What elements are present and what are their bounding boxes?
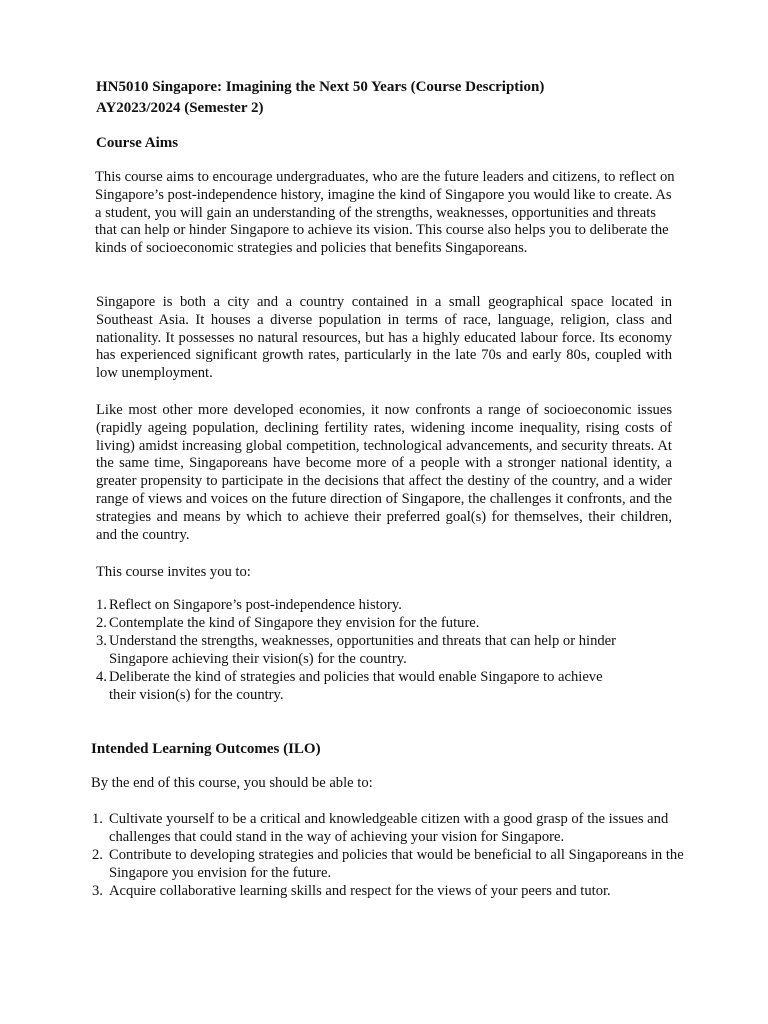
aims-paragraph-2: Singapore is both a city and a country contained in a small geographical space located in Southeast Asia. It houses a diverse population in terms of race, language, religion, class and nationality. It possesses no natural resources, but has a highly educated labour force. Its economy has experienced significant growth rates, particularly in the late 70s and early 80s, coupled with low unemployment.: [96, 294, 672, 382]
list-item-number: 3.: [96, 633, 107, 649]
course-aims-heading: Course Aims: [96, 135, 179, 151]
list-item: [92, 810, 684, 846]
list-item: [96, 668, 629, 704]
ilo-list: [92, 810, 692, 900]
list-item-text: Contemplate the kind of Singapore they envision for the future.: [109, 615, 480, 631]
aims-paragraph-1: This course aims to encourage undergraduates, who are the future leaders and citizens, to reflect on Singapore’s post-independence history, imagine the kind of Singapore you would like to create. As a student, you will gain an understanding of the strengths, weaknesses, opportunities and threats that can help or hinder Singapore to achieve its vision. This course also helps you to deliberate the kinds of socioeconomic strategies and policies that benefits Singaporeans.: [95, 169, 675, 257]
course-title: HN5010 Singapore: Imagining the Next 50 Years (Course Description): [96, 79, 545, 95]
list-item-number: 1.: [92, 811, 103, 827]
list-item: [92, 882, 692, 900]
academic-term: AY2023/2024 (Semester 2): [96, 100, 264, 116]
ilo-heading: Intended Learning Outcomes (ILO): [91, 741, 321, 757]
list-item-number: 2.: [92, 847, 103, 863]
list-item-text: Contribute to developing strategies and policies that would be beneficial to all Singaporeans in the Singapore you envision for the future.: [109, 847, 684, 881]
list-item-number: 4.: [96, 669, 107, 685]
list-item: [92, 846, 699, 882]
list-item: [96, 614, 656, 632]
list-item-number: 3.: [92, 883, 103, 899]
aims-paragraph-3: Like most other more developed economies, it now confronts a range of socioeconomic issues (rapidly ageing population, declining fertility rates, widening income inequality, rising costs of living) amidst increasing global competition, technological advancements, and security threats. At the same time, Singaporeans have become more of a people with a stronger national identity, a greater propensity to participate in the decisions that affect the destiny of the country, and a wider range of views and voices on the future direction of Singapore, the challenges it confronts, and the strategies and means by which to achieve their preferred goal(s) for themselves, their children, and the country.: [96, 402, 672, 543]
list-item-text: Deliberate the kind of strategies and policies that would enable Singapore to achieve their vision(s) for the country.: [109, 669, 603, 703]
ilo-intro: By the end of this course, you should be able to:: [91, 775, 373, 791]
list-item-number: 2.: [96, 615, 107, 631]
invite-line: This course invites you to:: [96, 564, 251, 580]
course-aims-list: [96, 596, 656, 704]
list-item: [96, 632, 639, 668]
list-item-number: 1.: [96, 597, 107, 613]
list-item-text: Acquire collaborative learning skills and respect for the views of your peers and tutor.: [109, 883, 611, 899]
list-item: [96, 596, 656, 614]
list-item-text: Understand the strengths, weaknesses, opportunities and threats that can help or hinder Singapore achieving their vision(s) for the country.: [109, 633, 616, 667]
list-item-text: Reflect on Singapore’s post-independence history.: [109, 597, 402, 613]
list-item-text: Cultivate yourself to be a critical and knowledgeable citizen with a good grasp of the issues and challenges that could stand in the way of achieving your vision for Singapore.: [109, 811, 669, 845]
